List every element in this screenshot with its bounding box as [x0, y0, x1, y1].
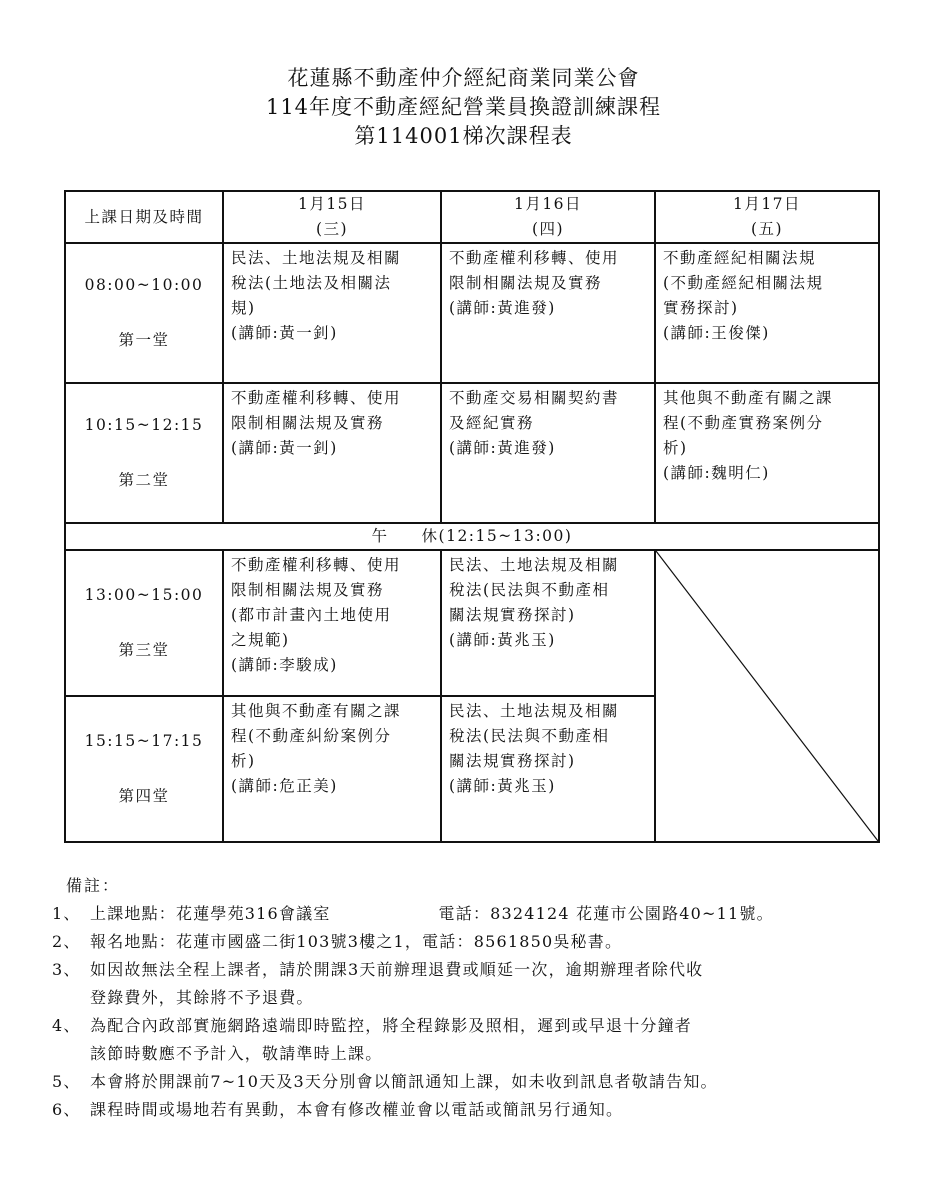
note-number: 6、	[52, 1100, 81, 1119]
period-time: 10:15~12:15	[84, 416, 204, 434]
note-text-continued: 登錄費外，其餘將不予退費。	[90, 988, 314, 1007]
day-header	[223, 191, 441, 243]
notes-title: 備註：	[66, 876, 121, 895]
period-time: 13:00~15:00	[84, 586, 204, 604]
note-text: 電話：8324124 花蓮市公園路40~11號。	[438, 904, 774, 923]
note-text: 為配合內政部實施網路遠端即時監控，將全程錄影及照相，遲到或早退十分鐘者	[90, 1016, 693, 1035]
note-item	[52, 1096, 902, 1124]
course-line: 關法規實務探討)	[449, 606, 576, 624]
course-cell	[223, 550, 441, 696]
course-instructor: (講師:黃進發)	[449, 439, 556, 457]
course-line: 稅法(民法與不動產相	[449, 727, 610, 745]
note-item	[52, 928, 902, 956]
course-line: 之規範)	[231, 631, 290, 649]
empty-slot-cell	[655, 550, 879, 842]
course-line: 不動產權利移轉、使用	[231, 389, 402, 407]
course-title: 114年度不動產經紀營業員換證訓練課程	[265, 95, 662, 119]
note-number: 4、	[52, 1016, 81, 1035]
course-instructor: (講師:李駿成)	[231, 656, 338, 674]
course-line: 不動產權利移轉、使用	[231, 556, 402, 574]
course-line: 不動產權利移轉、使用	[449, 249, 620, 267]
lunch-row	[65, 523, 879, 550]
period-time: 08:00~10:00	[84, 276, 204, 294]
note-text: 上課地點：花蓮學苑316會議室	[90, 904, 331, 923]
notes-section	[52, 872, 902, 1124]
course-cell	[441, 383, 655, 523]
period-time-cell	[65, 383, 223, 523]
course-cell	[441, 243, 655, 383]
course-line: 其他與不動產有關之課	[231, 702, 402, 720]
period-row	[65, 550, 879, 696]
corner-label: 上課日期及時間	[65, 191, 223, 243]
course-instructor: (講師:魏明仁)	[663, 464, 770, 482]
note-item	[52, 1068, 902, 1096]
course-line: 不動產經紀相關法規	[663, 249, 817, 267]
day-weekday: (三)	[315, 220, 349, 238]
day-weekday: (五)	[750, 220, 784, 238]
course-line: 稅法(土地法及相關法	[231, 274, 392, 292]
period-name: 第三堂	[118, 641, 170, 659]
course-cell	[223, 696, 441, 842]
period-name: 第二堂	[118, 471, 170, 489]
course-cell	[655, 243, 879, 383]
day-date: 1月17日	[732, 195, 802, 213]
course-instructor: (講師:黃兆玉)	[449, 777, 556, 795]
day-date: 1月16日	[513, 195, 583, 213]
period-time-cell	[65, 243, 223, 383]
batch-title: 第114001梯次課程表	[354, 124, 573, 148]
course-instructor: (講師:王俊傑)	[663, 324, 770, 342]
course-line: 實務探討)	[663, 299, 739, 317]
course-line: 民法、土地法規及相關	[449, 702, 620, 720]
course-line: (都市計畫內土地使用	[231, 606, 392, 624]
course-line: 規)	[231, 299, 256, 317]
course-cell	[441, 696, 655, 842]
course-line: 不動產交易相關契約書	[449, 389, 620, 407]
note-text: 如因故無法全程上課者，請於開課3天前辦理退費或順延一次，逾期辦理者除代收	[90, 960, 704, 979]
note-number: 1、	[52, 904, 81, 923]
course-instructor: (講師:黃一釗)	[231, 439, 338, 457]
association-name: 花蓮縣不動產仲介經紀商業同業公會	[287, 66, 640, 90]
note-number: 2、	[52, 932, 81, 951]
period-name: 第四堂	[118, 787, 170, 805]
course-instructor: (講師:黃一釗)	[231, 324, 338, 342]
note-text: 本會將於開課前7~10天及3天分別會以簡訊通知上課，如未收到訊息者敬請告知。	[90, 1072, 718, 1091]
day-header	[441, 191, 655, 243]
course-line: 民法、土地法規及相關	[231, 249, 402, 267]
note-text: 報名地點：花蓮市國盛二街103號3樓之1，電話：8561850吳秘書。	[90, 932, 623, 951]
course-line: 其他與不動產有關之課	[663, 389, 834, 407]
course-instructor: (講師:黃進發)	[449, 299, 556, 317]
document-header	[0, 64, 927, 151]
course-cell	[655, 383, 879, 523]
period-name: 第一堂	[118, 331, 170, 349]
course-cell	[223, 243, 441, 383]
period-row	[65, 383, 879, 523]
diagonal-slash	[656, 551, 878, 841]
day-weekday: (四)	[531, 220, 565, 238]
period-time-cell	[65, 550, 223, 696]
note-item	[52, 900, 902, 928]
course-line: 限制相關法規及實務	[231, 414, 385, 432]
course-line: 限制相關法規及實務	[231, 581, 385, 599]
note-number: 3、	[52, 960, 81, 979]
lunch-noon: 午	[371, 527, 389, 545]
course-cell	[441, 550, 655, 696]
day-date: 1月15日	[297, 195, 367, 213]
course-line: 析)	[663, 439, 688, 457]
period-row	[65, 243, 879, 383]
course-line: 及經紀實務	[449, 414, 535, 432]
schedule-table	[64, 190, 880, 843]
period-time-cell	[65, 696, 223, 842]
period-time: 15:15~17:15	[84, 732, 204, 750]
course-instructor: (講師:危正美)	[231, 777, 338, 795]
note-text-continued: 該節時數應不予計入，敬請準時上課。	[90, 1044, 383, 1063]
note-text: 課程時間或場地若有異動，本會有修改權並會以電話或簡訊另行通知。	[90, 1100, 624, 1119]
day-header	[655, 191, 879, 243]
lunch-break	[65, 523, 879, 550]
course-line: 限制相關法規及實務	[449, 274, 603, 292]
note-item	[52, 956, 902, 984]
course-line: 程(不動產實務案例分	[663, 414, 824, 432]
course-line: 關法規實務探討)	[449, 752, 576, 770]
schedule-header-row	[65, 191, 879, 243]
lunch-label: 休(12:15~13:00)	[421, 527, 573, 545]
course-instructor: (講師:黃兆玉)	[449, 631, 556, 649]
course-line: (不動產經紀相關法規	[663, 274, 824, 292]
course-cell	[223, 383, 441, 523]
course-line: 民法、土地法規及相關	[449, 556, 620, 574]
note-item	[52, 1012, 902, 1040]
course-line: 析)	[231, 752, 256, 770]
course-line: 稅法(民法與不動產相	[449, 581, 610, 599]
course-line: 程(不動產糾紛案例分	[231, 727, 392, 745]
note-number: 5、	[52, 1072, 81, 1091]
